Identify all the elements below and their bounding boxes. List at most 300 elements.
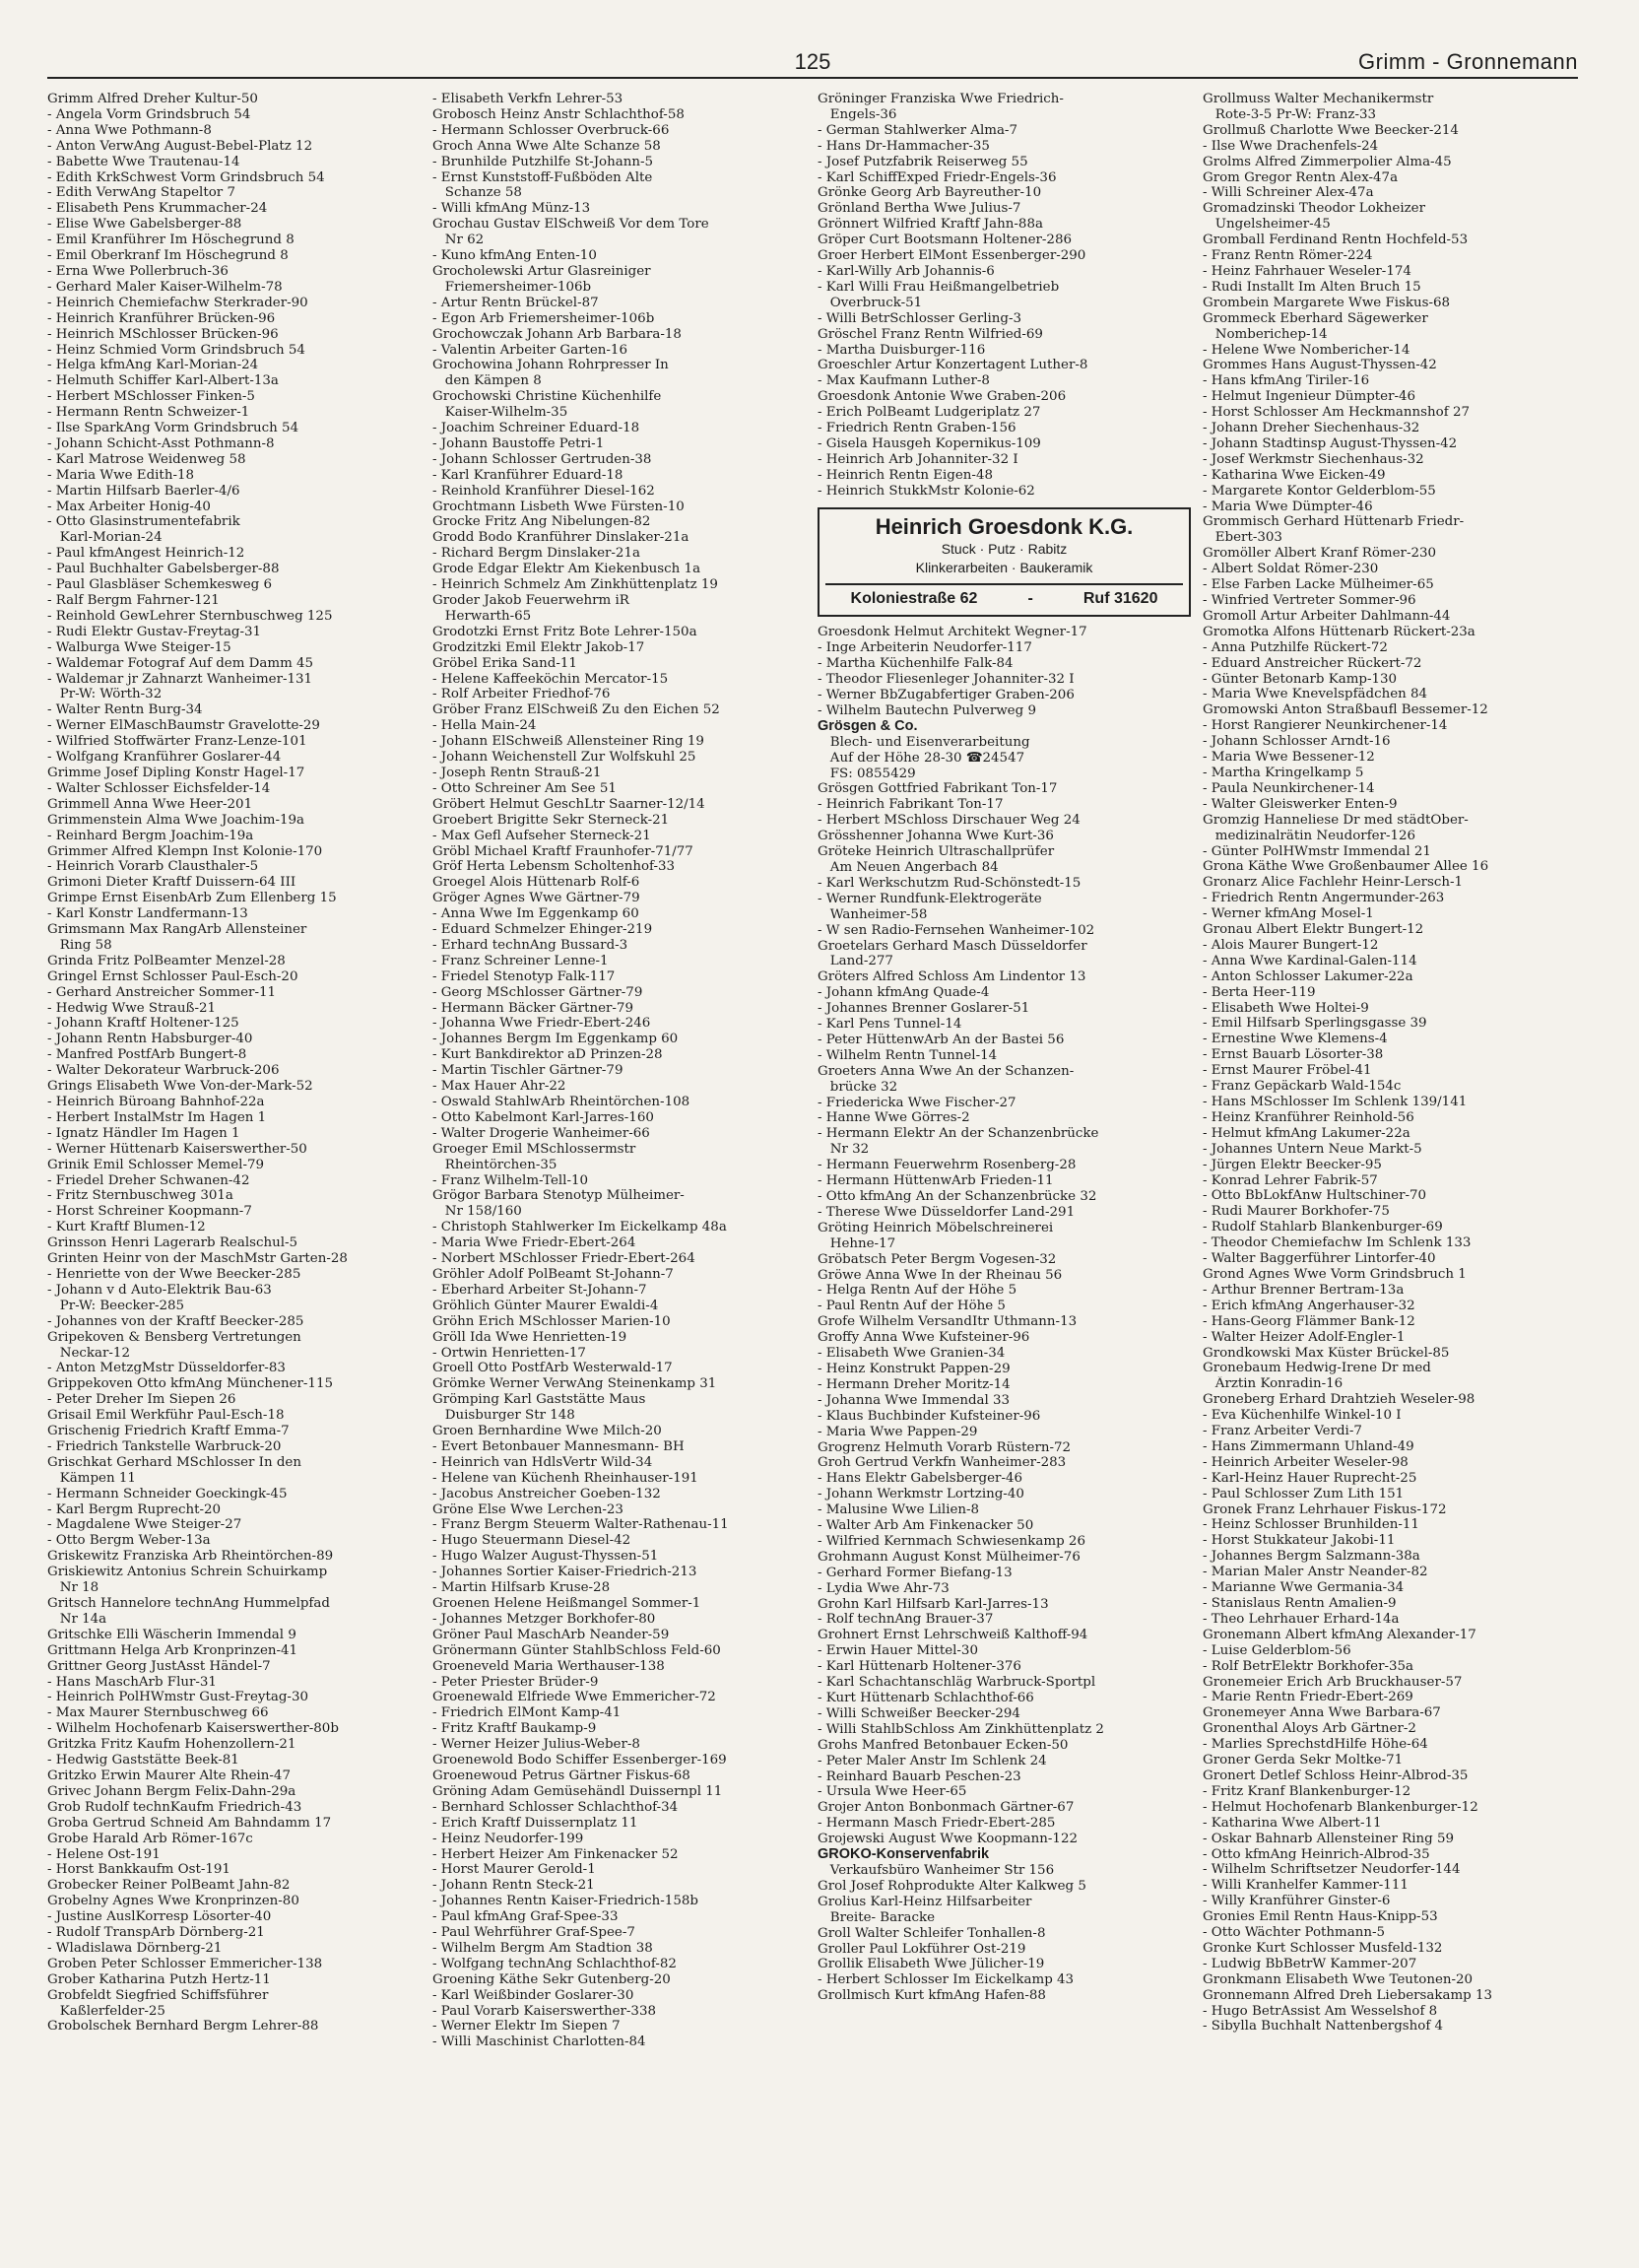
directory-entry: - Werner ElMaschBaumstr Gravelotte-29 (47, 718, 320, 734)
directory-entry: Grinsson Henri Lagerarb Realschul-5 (47, 1235, 298, 1251)
directory-entry: Groben Peter Schlosser Emmericher-138 (47, 1956, 323, 1971)
directory-entry: - Else Farben Lacke Mülheimer-65 (1203, 577, 1434, 593)
directory-entry: Grimmer Alfred Klempn Inst Kolonie-170 (47, 843, 323, 859)
directory-entry: Grocholewski Artur Glasreiniger (432, 263, 651, 279)
directory-entry: - Maria Wwe Dümpter-46 (1203, 499, 1373, 514)
directory-entry: Grohs Manfred Betonbauer Ecken-50 (818, 1737, 1069, 1753)
directory-entry: - Werner Hüttenarb Kaiserswerther-50 (47, 1141, 307, 1157)
directory-entry: - Edith VerwAng Stapeltor 7 (47, 185, 235, 201)
directory-entry: Grojer Anton Bonbonmach Gärtner-67 (818, 1800, 1075, 1816)
directory-entry: - Walter Schlosser Eichsfelder-14 (47, 780, 271, 796)
directory-entry: Gronkmann Elisabeth Wwe Teutonen-20 (1203, 1971, 1474, 1987)
directory-entry: - Johann Werkmstr Lortzing-40 (818, 1487, 1024, 1502)
directory-entry: - Peter Priester Brüder-9 (432, 1674, 599, 1690)
directory-entry: Groell Otto PostfArb Westerwald-17 (432, 1361, 673, 1376)
directory-entry: Gronert Detlef Schloss Heinr-Albrod-35 (1203, 1768, 1469, 1783)
directory-entry: - Hugo Walzer August-Thyssen-51 (432, 1549, 659, 1565)
directory-entry: - Rolf Arbeiter Friedhof-76 (432, 687, 611, 702)
directory-entry: Gritsch Hannelore technAng Hummelpfad (47, 1596, 330, 1611)
directory-entry: - Egon Arb Friemersheimer-106b (432, 310, 655, 326)
directory-entry: - Heinrich MSchlosser Brücken-96 (47, 326, 279, 342)
directory-entry: Grommes Hans August-Thyssen-42 (1203, 358, 1437, 373)
directory-entry: - Walter Gleiswerker Enten-9 (1203, 796, 1398, 812)
ad-specialty: Klinkerarbeiten · Baukeramik (915, 560, 1093, 576)
directory-entry: Groder Jakob Feuerwehrm iR (432, 593, 629, 608)
directory-entry: - Brunhilde Putzhilfe St-Johann-5 (432, 154, 654, 169)
directory-entry: - Martin Tischler Gärtner-79 (432, 1063, 623, 1079)
directory-entry: - Helene van Küchenh Rheinhauser-191 (432, 1470, 698, 1486)
directory-entry: den Kämpen 8 (432, 373, 542, 389)
directory-entry: - Herbert InstalMstr Im Hagen 1 (47, 1109, 267, 1125)
directory-entry: - Winfried Vertreter Sommer-96 (1203, 593, 1416, 608)
directory-entry: Gröninger Franziska Wwe Friedrich- (818, 92, 1064, 106)
directory-entry: - Hans Elektr Gabelsberger-46 (818, 1471, 1023, 1487)
directory-entry: Grimoni Dieter Kraftf Duissern-64 III (47, 875, 296, 891)
directory-entry: - Maria Wwe Pappen-29 (818, 1424, 978, 1439)
directory-entry: Groeger Emil MSchlossermstr (432, 1141, 636, 1157)
directory-entry: Grinten Heinr von der MaschMstr Garten-28 (47, 1251, 348, 1267)
directory-entry: - Otto Bergm Weber-13a (47, 1533, 211, 1549)
directory-entry: Schanze 58 (432, 185, 522, 201)
directory-entry: Pr-W: Wörth-32 (47, 687, 163, 702)
directory-entry: - Emil Kranführer Im Höschegrund 8 (47, 233, 295, 248)
directory-entry: - Max Gefl Aufseher Sterneck-21 (432, 828, 651, 843)
directory-entry: Gromowski Anton Straßbaufl Bessemer-12 (1203, 702, 1488, 718)
directory-entry: - Friedrich Tankstelle Warbruck-20 (47, 1438, 282, 1454)
directory-entry: - Johanna Wwe Friedr-Ebert-246 (432, 1016, 651, 1032)
directory-entry: - Hermann Bäcker Gärtner-79 (432, 1000, 633, 1016)
directory-entry: - Hermann HüttenwArb Frieden-11 (818, 1173, 1054, 1189)
directory-entry: - Heinrich Schmelz Am Zinkhüttenplatz 19 (432, 577, 718, 593)
directory-entry: Nr 18 (47, 1580, 99, 1596)
directory-entry: Groeschler Artur Konzertagent Luther-8 (818, 358, 1088, 373)
directory-entry: Herwarth-65 (432, 608, 532, 624)
directory-entry: Grohn Karl Hilfsarb Karl-Jarres-13 (818, 1596, 1049, 1612)
directory-entry: - German Stahlwerker Alma-7 (818, 122, 1017, 138)
directory-entry: Hehne-17 (818, 1235, 896, 1251)
page-number: 125 (794, 49, 831, 74)
directory-entry: - Hedwig Gaststätte Beek-81 (47, 1753, 239, 1768)
directory-entry: - Marie Rentn Friedr-Ebert-269 (1203, 1690, 1413, 1705)
directory-entry: Grimmell Anna Wwe Heer-201 (47, 796, 253, 812)
directory-entry: - Karl Hüttenarb Holtener-376 (818, 1659, 1021, 1675)
directory-entry: Grodotzki Ernst Fritz Bote Lehrer-150a (432, 624, 697, 639)
directory-entry: Gröning Adam Gemüsehändl Duissernpl 11 (432, 1783, 723, 1799)
directory-entry: - Waldemar Fotograf Auf dem Damm 45 (47, 655, 314, 671)
directory-entry: - Waldemar jr Zahnarzt Wanheimer-131 (47, 671, 313, 687)
directory-entry: brücke 32 (818, 1079, 898, 1095)
directory-entry: Groh Gertrud Verkfn Wanheimer-283 (818, 1455, 1067, 1471)
directory-entry: - Marianne Wwe Germania-34 (1203, 1580, 1405, 1596)
directory-entry: - Maria Wwe Knevelspfädchen 84 (1203, 687, 1428, 702)
directory-entry: - Heinrich Arbeiter Weseler-98 (1203, 1454, 1409, 1470)
directory-entry: - Horst Rangierer Neunkirchener-14 (1203, 718, 1448, 734)
directory-entry: - Heinz Fahrhauer Weseler-174 (1203, 263, 1411, 279)
directory-entry: - Anton VerwAng August-Bebel-Platz 12 (47, 138, 313, 154)
directory-entry: Rote-3-5 Pr-W: Franz-33 (1203, 106, 1377, 122)
directory-entry: Grobe Harald Arb Römer-167c (47, 1831, 253, 1846)
directory-entry: Groller Paul Lokführer Ost-219 (818, 1941, 1026, 1957)
directory-entry: - Hans Dr-Hammacher-35 (818, 138, 990, 154)
directory-entry: Pr-W: Beecker-285 (47, 1298, 185, 1313)
directory-entry: - Max Hauer Ahr-22 (432, 1079, 566, 1095)
page-header (47, 45, 1578, 77)
directory-entry: - Walter Baggerführer Lintorfer-40 (1203, 1251, 1436, 1267)
directory-entry: - Johann Rentn Habsburger-40 (47, 1032, 253, 1047)
directory-entry: - Paul Buchhalter Gabelsberger-88 (47, 562, 280, 577)
directory-entry: - Ernst Kunststoff-Fußböden Alte (432, 169, 653, 185)
directory-entry: - Reinhold Kranführer Diesel-162 (432, 483, 655, 499)
directory-entry: - Otto Schreiner Am See 51 (432, 780, 617, 796)
directory-entry: - Heinrich van HdlsVertr Wild-34 (432, 1454, 653, 1470)
directory-entry: - Heinrich PolHWmstr Gust-Freytag-30 (47, 1690, 308, 1705)
directory-entry: Groesdonk Antonie Wwe Graben-206 (818, 389, 1067, 405)
directory-entry: Ring 58 (47, 937, 112, 953)
directory-entry: - Johann Weichenstell Zur Wolfskuhl 25 (432, 750, 696, 766)
directory-entry: Grogrenz Helmuth Vorarb Rüstern-72 (818, 1439, 1072, 1455)
directory-entry: - Maria Wwe Bessener-12 (1203, 750, 1375, 766)
directory-entry: - Kurt Bankdirektor aD Prinzen-28 (432, 1047, 663, 1063)
directory-entry: - Martin Hilfsarb Kruse-28 (432, 1580, 611, 1596)
directory-entry: - Reinhold GewLehrer Sternbuschweg 125 (47, 608, 333, 624)
directory-entry: Grimme Josef Dipling Konstr Hagel-17 (47, 765, 305, 780)
directory-entry: - Marian Maler Anstr Neander-82 (1203, 1565, 1428, 1580)
directory-entry: - Wolfgang Kranführer Goslarer-44 (47, 750, 282, 766)
directory-entry: - Karl Werkschutzm Rud-Schönstedt-15 (818, 875, 1082, 891)
directory-entry: - Karl Matrose Weidenweg 58 (47, 451, 246, 467)
directory-entry: - Hugo Steuermann Diesel-42 (432, 1533, 631, 1549)
directory-entry: - Hanne Wwe Görres-2 (818, 1110, 970, 1126)
directory-entry: - Franz Arbeiter Verdi-7 (1203, 1424, 1362, 1439)
directory-entry: Grodzitzki Emil Elektr Jakob-17 (432, 639, 645, 655)
directory-entry: Griskiewitz Antonius Schrein Schuirkamp (47, 1565, 328, 1580)
directory-entry: - Johann Schlosser Arndt-16 (1203, 734, 1391, 750)
column-3-bottom (818, 625, 1191, 2004)
directory-entry: Friemersheimer-106b (432, 279, 592, 295)
directory-entry: Groenewold Bodo Schiffer Essenberger-169 (432, 1753, 727, 1768)
directory-entry: - Johann ElSchweiß Allensteiner Ring 19 (432, 734, 704, 750)
directory-entry: Grohmann August Konst Mülheimer-76 (818, 1549, 1081, 1565)
directory-entry: - Erna Wwe Pollerbruch-36 (47, 263, 229, 279)
directory-entry: - Friedrich ElMont Kamp-41 (432, 1705, 622, 1721)
directory-entry: - Hedwig Wwe Strauß-21 (47, 1000, 217, 1016)
directory-entry: - Otto Glasinstrumentefabrik (47, 514, 240, 530)
directory-entry: - Lydia Wwe Ahr-73 (818, 1580, 950, 1596)
directory-entry: - Johannes Bergm Salzmann-38a (1203, 1549, 1420, 1565)
directory-entry: Gritzka Fritz Kaufm Hohenzollern-21 (47, 1737, 296, 1753)
directory-entry: - Günter PolHWmstr Immendal 21 (1203, 843, 1431, 859)
directory-entry: - Walter Heizer Adolf-Engler-1 (1203, 1329, 1406, 1345)
directory-entry: - Max Maurer Sternbuschweg 66 (47, 1705, 269, 1721)
directory-entry: Grochtmann Lisbeth Wwe Fürsten-10 (432, 499, 685, 514)
directory-entry: Grinda Fritz PolBeamter Menzel-28 (47, 953, 286, 968)
directory-entry: Grings Elisabeth Wwe Von-der-Mark-52 (47, 1079, 313, 1095)
directory-entry: Grimmenstein Alma Wwe Joachim-19a (47, 812, 305, 828)
directory-entry: - Paul Rentn Auf der Höhe 5 (818, 1299, 1006, 1314)
ad-separator: - (1027, 590, 1033, 608)
directory-entry: - Justine AuslKorresp Lösorter-40 (47, 1909, 272, 1925)
directory-entry: - Anna Wwe Pothmann-8 (47, 122, 212, 138)
directory-entry: Grobecker Reiner PolBeamt Jahn-82 (47, 1878, 291, 1894)
directory-entry: - Eva Küchenhilfe Winkel-10 I (1203, 1408, 1402, 1424)
directory-entry: - Ralf Bergm Fahrner-121 (47, 593, 220, 608)
directory-entry: - Helmuth Schiffer Karl-Albert-13a (47, 373, 279, 389)
directory-entry: Karl-Morian-24 (47, 530, 163, 546)
directory-entry: - Johannes Metzger Borkhofer-80 (432, 1611, 656, 1627)
directory-entry: - Jacobus Anstreicher Goeben-132 (432, 1486, 661, 1501)
directory-entry: - Ernestine Wwe Klemens-4 (1203, 1032, 1388, 1047)
directory-entry: - Reinhard Bauarb Peschen-23 (818, 1768, 1021, 1784)
directory-entry: Groner Gerda Sekr Moltke-71 (1203, 1753, 1404, 1768)
directory-entry: Gromoll Artur Arbeiter Dahlmann-44 (1203, 608, 1451, 624)
directory-entry: - Heinrich Büroang Bahnhof-22a (47, 1095, 265, 1109)
directory-entry: - Helga kfmAng Karl-Morian-24 (47, 358, 259, 373)
directory-entry: - Magdalene Wwe Steiger-27 (47, 1517, 242, 1533)
directory-entry: Gröbert Helmut GeschLtr Saarner-12/14 (432, 796, 705, 812)
directory-entry: - Franz Rentn Römer-224 (1203, 248, 1373, 264)
directory-entry: - Peter Dreher Im Siepen 26 (47, 1392, 236, 1408)
directory-entry: Grochau Gustav ElSchweiß Vor dem Tore (432, 217, 709, 233)
directory-entry: - Peter Maler Anstr Im Schlenk 24 (818, 1753, 1047, 1768)
directory-entry: - Otto kfmAng An der Schanzenbrücke 32 (818, 1189, 1097, 1204)
directory-entry: - Hans Zimmermann Uhland-49 (1203, 1438, 1414, 1454)
directory-entry: - Richard Bergm Dinslaker-21a (432, 546, 640, 562)
directory-entry: - Otto Kabelmont Karl-Jarres-160 (432, 1109, 654, 1125)
directory-entry: - Fritz Kranf Blankenburger-12 (1203, 1783, 1411, 1799)
directory-entry: - Helmut Hochofenarb Blankenburger-12 (1203, 1799, 1478, 1815)
directory-entry: - Elisabeth Verkfn Lehrer-53 (432, 92, 623, 106)
ad-company-name: Heinrich Groesdonk K.G. (875, 513, 1134, 539)
directory-entry: - Theodor Fliesenleger Johanniter-32 I (818, 672, 1075, 688)
directory-entry: Grob Rudolf technKaufm Friedrich-43 (47, 1799, 302, 1815)
directory-entry: - Johann v d Auto-Elektrik Bau-63 (47, 1282, 272, 1298)
column-2 (432, 92, 806, 2249)
directory-entry: Grömke Werner VerwAng Steinenkamp 31 (432, 1376, 717, 1392)
directory-entry: - Johanna Wwe Immendal 33 (818, 1392, 1011, 1408)
directory-entry: Grona Käthe Wwe Großenbaumer Allee 16 (1203, 859, 1489, 875)
directory-entry: - Kuno kfmAng Enten-10 (432, 248, 597, 264)
directory-entry: - Emil Hilfsarb Sperlingsgasse 39 (1203, 1016, 1427, 1032)
directory-entry: Gringel Ernst Schlosser Paul-Esch-20 (47, 968, 298, 984)
directory-entry: - Fritz Sternbuschweg 301a (47, 1188, 233, 1204)
directory-entry: - Paula Neunkirchener-14 (1203, 780, 1375, 796)
directory-entry: - Helene Ost-191 (47, 1846, 161, 1862)
directory-entry: Nomberichер-14 (1203, 326, 1328, 342)
directory-entry: - Walter Arb Am Finkenacker 50 (818, 1518, 1034, 1534)
directory-entry: Grober Katharina Putzh Hertz-11 (47, 1971, 271, 1987)
directory-entry: - Katharina Wwe Albert-11 (1203, 1815, 1382, 1831)
directory-entry: - Johann Rentn Steck-21 (432, 1878, 595, 1894)
directory-entry: Nr 158/160 (432, 1204, 522, 1220)
directory-entry: - Friedrich Rentn Graben-156 (818, 421, 1016, 436)
directory-entry: Gröf Herta Lebensm Scholtenhof-33 (432, 859, 676, 875)
directory-entry: - Werner Elektr Im Siepen 7 (432, 2019, 621, 2035)
directory-entry: - Ernst Maurer Fröbel-41 (1203, 1063, 1372, 1079)
directory-entry: - Herbert MSchlosser Finken-5 (47, 389, 255, 405)
directory-entry: - Karl Kranführer Eduard-18 (432, 467, 623, 483)
ad-contact (825, 591, 1183, 607)
directory-entry: - Elise Wwe Gabelsberger-88 (47, 217, 242, 233)
directory-entry: Nr 62 (432, 233, 485, 248)
directory-entry: - Wilfried Stoffwärter Franz-Lenze-101 (47, 734, 307, 750)
directory-entry: - Maria Wwe Edith-18 (47, 467, 195, 483)
directory-entry: Neckar-12 (47, 1345, 130, 1361)
directory-entry: - Ernst Bauarb Lösorter-38 (1203, 1047, 1384, 1063)
directory-entry: - Hermann Elektr An der Schanzenbrücke (818, 1126, 1099, 1142)
directory-entry: - Walter Dekorateur Warbruck-206 (47, 1063, 280, 1079)
directory-entry: - Max Arbeiter Honig-40 (47, 499, 211, 514)
directory-entry: Grönland Bertha Wwe Julius-7 (818, 201, 1021, 217)
directory-entry: - Anton MetzgMstr Düsseldorfer-83 (47, 1361, 286, 1376)
directory-entry: - Heinrich Rentn Eigen-48 (818, 467, 993, 483)
directory-entry: - Johannes Sortier Kaiser-Friedrich-213 (432, 1565, 697, 1580)
directory-entry: - Hermann Masch Friedr-Ebert-285 (818, 1816, 1056, 1832)
directory-entry: Grofe Wilhelm VersandItr Uthmann-13 (818, 1314, 1078, 1330)
directory-entry: - Johannes Untern Neue Markt-5 (1203, 1141, 1422, 1157)
directory-entry: Groebert Brigitte Sekr Sterneck-21 (432, 812, 670, 828)
directory-entry: - Werner Heizer Julius-Weber-8 (432, 1737, 640, 1753)
directory-entry: Gritzko Erwin Maurer Alte Rhein-47 (47, 1768, 291, 1783)
directory-entry: Grittmann Helga Arb Kronprinzen-41 (47, 1642, 298, 1658)
directory-entry: Grippekoven Otto kfmAng Münchener-115 (47, 1376, 333, 1392)
directory-entry: - Erich PolBeamt Ludgeriplatz 27 (818, 405, 1041, 421)
directory-entry: - Hermann Dreher Moritz-14 (818, 1376, 1011, 1392)
directory-entry: - Theodor Chemiefachw Im Schlenk 133 (1203, 1235, 1472, 1251)
directory-entry: - W sen Radio-Fernsehen Wanheimer-102 (818, 922, 1095, 938)
directory-entry: Overbruck-51 (818, 295, 923, 310)
directory-entry: - Martha Duisburger-116 (818, 342, 986, 358)
directory-entry: - Sibylla Buchhalt Nattenbergshof 4 (1203, 2019, 1444, 2035)
directory-entry: - Marlies SprechstdHilfe Höhe-64 (1203, 1737, 1428, 1753)
directory-entry: Gronemann Albert kfmAng Alexander-17 (1203, 1627, 1476, 1642)
directory-entry: Grischenig Friedrich Kraftf Emma-7 (47, 1424, 290, 1439)
directory-entry: - Hella Main-24 (432, 718, 537, 734)
directory-entry: Ungelsheimer-45 (1203, 217, 1331, 233)
directory-entry: - Rudolf TranspArb Dörnberg-21 (47, 1925, 265, 1941)
directory-entry: Groenewald Elfriede Wwe Emmericher-72 (432, 1690, 716, 1705)
directory-entry: Ebert-303 (1203, 530, 1282, 546)
directory-entry: Gromöller Albert Kranf Römer-230 (1203, 546, 1437, 562)
directory-entry: Groeters Anna Wwe An der Schanzen- (818, 1063, 1075, 1079)
directory-entry: - Wilhelm Bergm Am Stadtion 38 (432, 1940, 653, 1956)
directory-entry: - Ilse Wwe Drachenfels-24 (1203, 138, 1379, 154)
directory-entry: Gröhlich Günter Maurer Ewaldi-4 (432, 1298, 659, 1313)
directory-entry: - Wilhelm Bautechn Pulverweg 9 (818, 702, 1036, 718)
directory-entry: Land-277 (818, 954, 893, 969)
directory-entry: - Willi Schreiner Alex-47a (1203, 185, 1374, 201)
directory-entry: - Bernhard Schlosser Schlachthof-34 (432, 1799, 679, 1815)
directory-entry: - Klaus Buchbinder Kufsteiner-96 (818, 1408, 1041, 1424)
column-4 (1203, 92, 1576, 2249)
directory-entry: - Eduard Anstreicher Rückert-72 (1203, 655, 1422, 671)
directory-entry: - Willi StahlbSchloss Am Zinkhüttenplatz 2 (818, 1721, 1104, 1737)
directory-entry: - Franz Bergm Steuerm Walter-Rathenau-11 (432, 1517, 729, 1533)
directory-entry: Groneberg Erhard Drahtzieh Weseler-98 (1203, 1392, 1475, 1408)
directory-entry: - Willi Kranhelfer Kammer-111 (1203, 1878, 1409, 1894)
directory-entry: - Otto BbLokfAnw Hultschiner-70 (1203, 1188, 1427, 1204)
directory-entry: Grocke Fritz Ang Nibelungen-82 (432, 514, 651, 530)
directory-entry: Kaßlerfelder-25 (47, 2003, 165, 2019)
directory-entry: - Walter Drogerie Wanheimer-66 (432, 1125, 650, 1141)
directory-entry: - Hans kfmAng Tiriler-16 (1203, 373, 1370, 389)
directory-entry: - Wladislawa Dörnberg-21 (47, 1940, 223, 1956)
directory-entry: Gromball Ferdinand Rentn Hochfeld-53 (1203, 233, 1469, 248)
directory-entry: - Willi Schweißer Beecker-294 (818, 1705, 1020, 1721)
directory-entry: - Helene Wwe Nombericher-14 (1203, 342, 1410, 358)
directory-entry: Grochowski Christine Küchenhilfe (432, 389, 662, 405)
directory-entry: - Anna Wwe Kardinal-Galen-114 (1203, 953, 1417, 968)
directory-entry: - Willi kfmAng Münz-13 (432, 201, 591, 217)
directory-entry: - Otto kfmAng Heinrich-Albrod-35 (1203, 1846, 1430, 1862)
directory-entry: - Johannes von der Kraftf Beecker-285 (47, 1313, 304, 1329)
directory-entry: Gröner Paul MaschArb Neander-59 (432, 1627, 670, 1642)
directory-entry: - Horst Stukkateur Jakobi-11 (1203, 1533, 1396, 1549)
directory-entry: - Paul Glasbläser Schemkesweg 6 (47, 577, 273, 593)
directory-entry: Grivec Johann Bergm Felix-Dahn-29a (47, 1783, 296, 1799)
directory-entry: - Fritz Kraftf Baukamp-9 (432, 1721, 597, 1737)
directory-entry: - Joseph Rentn Strauß-21 (432, 765, 602, 780)
directory-entry: Grobosch Heinz Anstr Schlachthof-58 (432, 106, 685, 122)
directory-entry: Gröwe Anna Wwe In der Rheinau 56 (818, 1267, 1063, 1283)
directory-entry: - Friedel Dreher Schwanen-42 (47, 1172, 250, 1188)
directory-entry: - Karl Schachtanschläg Warbruck-Sportpl (818, 1675, 1096, 1691)
directory-entry: Gronarz Alice Fachlehr Heinr-Lersch-1 (1203, 875, 1464, 891)
directory-entry: - Norbert MSchlosser Friedr-Ebert-264 (432, 1251, 695, 1267)
directory-entry: Grommeck Eberhard Sägewerker (1203, 310, 1428, 326)
directory-entry: - Kurt Kraftf Blumen-12 (47, 1220, 206, 1235)
directory-entry: - Rudi Installt Im Alten Bruch 15 (1203, 279, 1421, 295)
directory-entry: Gronemeier Erich Arb Bruckhauser-57 (1203, 1674, 1463, 1690)
directory-entry: - Hermann Feuerwehrm Rosenberg-28 (818, 1158, 1077, 1173)
directory-entry: - Karl-Heinz Hauer Ruprecht-25 (1203, 1470, 1417, 1486)
column-1 (47, 92, 421, 2249)
directory-entry: GROKO-Konservenfabrik (818, 1847, 990, 1863)
directory-entry: - Horst Maurer Gerold-1 (432, 1862, 596, 1878)
directory-entry: - Hans MaschArb Flur-31 (47, 1674, 217, 1690)
directory-entry: - Erhard technAng Bussard-3 (432, 937, 628, 953)
directory-entry: - Eduard Schmelzer Ehinger-219 (432, 922, 653, 938)
directory-entry: - Martha Küchenhilfe Falk-84 (818, 656, 1014, 672)
directory-entry: Groeneveld Maria Werthauser-138 (432, 1658, 665, 1674)
directory-entry: Rheintörchen-35 (432, 1157, 557, 1172)
directory-entry: - Oswald StahlwArb Rheintörchen-108 (432, 1095, 690, 1109)
directory-entry: - Paul Vorarb Kaiserswerther-338 (432, 2003, 656, 2019)
directory-entry: Grolms Alfred Zimmerpolier Alma-45 (1203, 154, 1452, 169)
directory-entry: - Johann Schicht-Asst Pothmann-8 (47, 435, 275, 451)
directory-entry: - Heinz Neudorfer-199 (432, 1831, 584, 1846)
directory-entry: - Rolf BetrElektr Borkhofer-35a (1203, 1658, 1414, 1674)
directory-entry: - Eberhard Arbeiter St-Johann-7 (432, 1282, 647, 1298)
directory-entry: Grittner Georg JustAsst Händel-7 (47, 1658, 271, 1674)
directory-entry: - Elisabeth Wwe Granien-34 (818, 1346, 1006, 1362)
directory-entry: - Karl Bergm Ruprecht-20 (47, 1501, 222, 1517)
directory-entry: Gronnemann Alfred Dreh Liebersakamp 13 (1203, 1987, 1493, 2003)
directory-entry: Groba Gertrud Schneid Am Bahndamm 17 (47, 1815, 332, 1831)
directory-entry: - Gerhard Former Biefang-13 (818, 1565, 1013, 1580)
directory-entry: - Erich Kraftf Duissernplatz 11 (432, 1815, 638, 1831)
directory-entry: - Katharina Wwe Eicken-49 (1203, 467, 1386, 483)
directory-entry: - Herbert Schlosser Im Eickelkamp 43 (818, 1972, 1075, 1988)
directory-entry: - Theo Lehrhauer Erhard-14a (1203, 1611, 1400, 1627)
directory-entry: - Willy Kranführer Ginster-6 (1203, 1894, 1391, 1909)
directory-entry: - Valentin Arbeiter Garten-16 (432, 342, 627, 358)
directory-entry: Gröting Heinrich Möbelschreinerei (818, 1220, 1054, 1235)
directory-entry: Grinik Emil Schlosser Memel-79 (47, 1157, 265, 1172)
directory-entry: - Evert Betonbauer Mannesmann- BH (432, 1438, 685, 1454)
directory-entry: - Jürgen Elektr Beecker-95 (1203, 1157, 1382, 1172)
directory-entry: Kämpen 11 (47, 1470, 136, 1486)
directory-entry: Nr 32 (818, 1142, 870, 1158)
